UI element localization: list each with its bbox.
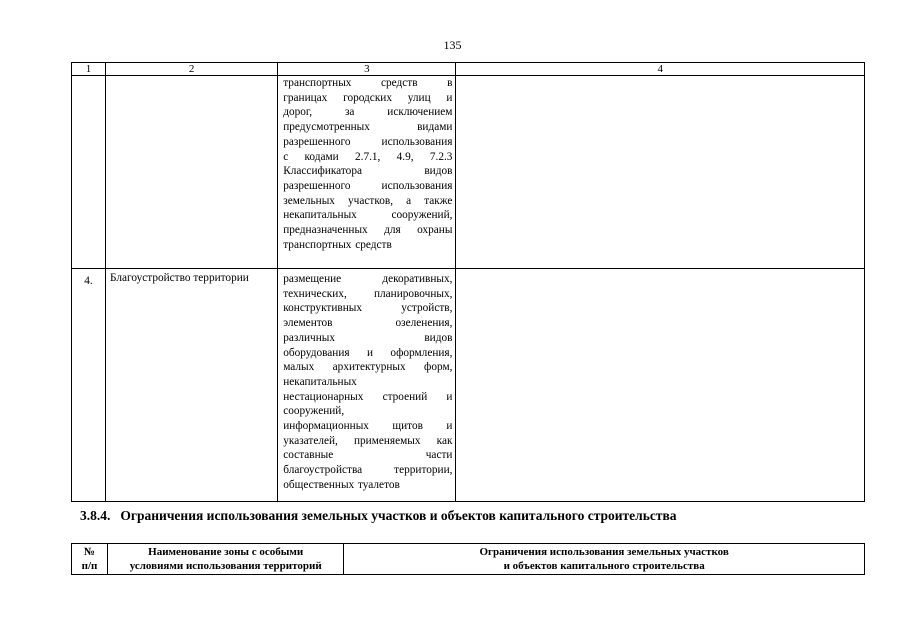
- row-description: [278, 76, 456, 269]
- description-line: предназначенных для охраны: [283, 224, 453, 237]
- section-heading: [80, 508, 677, 524]
- description-line: земельных участков, а также: [283, 194, 453, 207]
- description-line: указателей, применяемых как: [283, 434, 453, 447]
- row-parameters: [456, 269, 865, 502]
- column-number-4: 4: [456, 63, 865, 76]
- description-line: нестационарных строений и: [283, 390, 453, 403]
- description-text: [278, 76, 455, 252]
- description-line: некапитальных сооружений,: [283, 209, 453, 222]
- description-line: транспортных средств в: [283, 77, 453, 89]
- header-zone-name-line1: Наименование зоны с особыми: [148, 546, 304, 558]
- row-name: [106, 76, 278, 269]
- header-restrictions-line1: Ограничения использования земельных участков: [479, 546, 729, 558]
- description-text: [278, 272, 455, 493]
- header-restrictions: [344, 544, 865, 575]
- description-line: информационных щитов и: [283, 420, 453, 433]
- description-line: разрешенного использования: [283, 179, 453, 192]
- description-line: разрешенного использования: [283, 135, 453, 148]
- land-use-table: [71, 62, 865, 502]
- description-line: транспортных средств: [283, 238, 392, 251]
- description-line: границах городских улиц и: [283, 91, 453, 104]
- description-line: элементов озеленения,: [283, 317, 453, 330]
- table-row: [72, 76, 865, 269]
- row-description: [278, 269, 456, 502]
- section-title: Ограничения использования земельных участков и объектов капитального строительства: [120, 508, 677, 523]
- page-number: 135: [443, 38, 462, 52]
- row-number: [72, 76, 106, 269]
- table-row: [72, 269, 865, 502]
- description-line: составные части: [283, 449, 453, 462]
- description-line: сооружений,: [283, 405, 345, 418]
- description-line: размещение декоративных,: [283, 273, 453, 285]
- description-line: общественных туалетов: [283, 478, 400, 491]
- column-number-1: 1: [72, 63, 106, 76]
- description-line: оборудования и оформления,: [283, 346, 453, 359]
- header-number-line1: №: [83, 546, 96, 558]
- row-number: 4.: [72, 269, 106, 502]
- description-line: различных видов: [283, 331, 453, 344]
- row-name: Благоустройство территории: [106, 269, 278, 502]
- description-line: конструктивных устройств,: [283, 302, 453, 315]
- header-number-line2: п/п: [81, 560, 98, 572]
- description-line: малых архитектурных форм,: [283, 361, 453, 374]
- description-line: технических, планировочных,: [283, 287, 453, 300]
- header-zone-name-line2: условиями использования территорий: [129, 560, 322, 572]
- description-line: с кодами 2.7.1, 4.9, 7.2.3: [283, 150, 453, 163]
- restrictions-table: [71, 543, 865, 575]
- description-line: дорог, за исключением: [283, 106, 453, 119]
- restrictions-header-row: [72, 544, 865, 575]
- column-number-3: 3: [278, 63, 456, 76]
- header-restrictions-line2: и объектов капитального строительства: [503, 560, 705, 572]
- description-line: Классификатора видов: [283, 165, 453, 178]
- column-number-2: 2: [106, 63, 278, 76]
- header-zone-name: [108, 544, 344, 575]
- table-header-row: [72, 63, 865, 76]
- section-number: 3.8.4.: [80, 508, 111, 523]
- row-parameters: [456, 76, 865, 269]
- description-line: некапитальных: [283, 375, 357, 388]
- description-line: предусмотренных видами: [283, 121, 453, 134]
- description-line: благоустройства территории,: [283, 464, 453, 477]
- header-number: [72, 544, 108, 575]
